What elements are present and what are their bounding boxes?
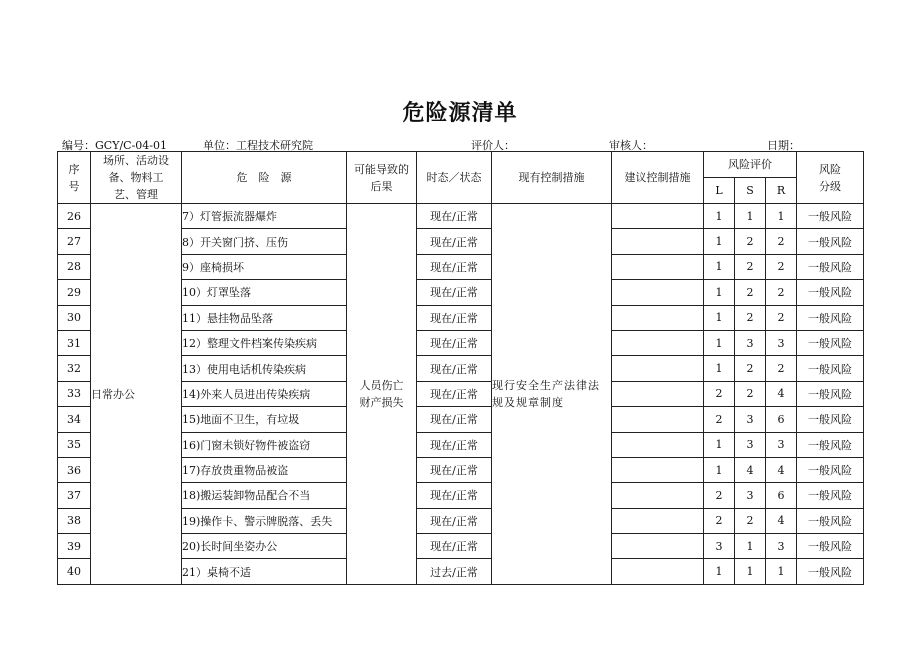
row-number: 34 [58,407,91,432]
s-value: 2 [735,381,766,406]
risk-level-cell: 一般风险 [797,457,864,482]
l-value: 2 [704,381,735,406]
table-row [58,204,864,229]
hazard-cell: 7）灯管振流器爆炸 [182,204,347,229]
hazard-cell: 10）灯罩坠落 [182,280,347,305]
row-number: 29 [58,280,91,305]
r-value: 4 [766,457,797,482]
hazard-cell: 18)搬运装卸物品配合不当 [182,483,347,508]
state-cell: 现在/正常 [417,457,492,482]
existing-measures-cell [492,204,612,585]
s-value: 4 [735,457,766,482]
r-value: 6 [766,407,797,432]
state-cell: 现在/正常 [417,432,492,457]
header-consequence: 可能导致的后果 [347,152,417,204]
s-value: 2 [735,356,766,381]
suggested-measures-cell [612,381,704,406]
header-risk-eval: 风险评价 [704,152,797,178]
hazard-cell: 14)外来人员进出传染疾病 [182,381,347,406]
l-value: 1 [704,305,735,330]
hazard-cell: 19)操作卡、警示牌脱落、丢失 [182,508,347,533]
header-state: 时态／状态 [417,152,492,204]
s-value: 3 [735,407,766,432]
page-title: 危险源清单 [402,101,518,126]
risk-level-cell: 一般风险 [797,356,864,381]
row-number: 32 [58,356,91,381]
suggested-measures-cell [612,432,704,457]
l-value: 1 [704,457,735,482]
header-suggested-measures: 建议控制措施 [612,152,704,204]
row-number: 27 [58,229,91,254]
state-cell: 现在/正常 [417,204,492,229]
header-place: 场所、活动设备、物料工艺、管理 [91,152,182,204]
r-value: 4 [766,508,797,533]
suggested-measures-cell [612,483,704,508]
s-value: 2 [735,229,766,254]
hazard-cell: 21）桌椅不适 [182,559,347,584]
suggested-measures-cell [612,305,704,330]
row-number: 35 [58,432,91,457]
date-field: 日期： [767,139,800,152]
r-value: 3 [766,534,797,559]
header-existing-measures: 现有控制措施 [492,152,612,204]
r-value: 2 [766,254,797,279]
r-value: 2 [766,280,797,305]
s-value: 1 [735,534,766,559]
evaluator-field: 评价人： [471,139,515,152]
suggested-measures-cell [612,280,704,305]
state-cell: 现在/正常 [417,356,492,381]
row-number: 30 [58,305,91,330]
header-hazard: 危 险 源 [182,152,347,204]
s-value: 2 [735,254,766,279]
state-cell: 现在/正常 [417,483,492,508]
consequence-text: 人员伤亡财产损失 [359,378,404,409]
risk-level-cell: 一般风险 [797,204,864,229]
r-value: 4 [766,381,797,406]
header-seq: 序号 [58,152,91,204]
l-value: 1 [704,356,735,381]
suggested-measures-cell [612,330,704,355]
suggested-measures-cell [612,457,704,482]
s-value: 3 [735,483,766,508]
row-number: 31 [58,330,91,355]
l-value: 1 [704,559,735,584]
hazard-cell: 16)门窗未锁好物件被盗窃 [182,432,347,457]
l-value: 2 [704,407,735,432]
r-value: 3 [766,432,797,457]
state-cell: 现在/正常 [417,229,492,254]
l-value: 1 [704,432,735,457]
hazard-cell: 20)长时间坐姿办公 [182,534,347,559]
state-cell: 现在/正常 [417,381,492,406]
risk-level-cell: 一般风险 [797,254,864,279]
s-value: 3 [735,330,766,355]
header-s: S [735,178,766,204]
risk-level-cell: 一般风险 [797,280,864,305]
suggested-measures-cell [612,534,704,559]
r-value: 1 [766,204,797,229]
state-cell: 现在/正常 [417,330,492,355]
header-r: R [766,178,797,204]
hazard-cell: 9）座椅损坏 [182,254,347,279]
existing-measures-text: 现行安全生产法律法规及规章制度 [492,378,600,409]
l-value: 1 [704,330,735,355]
risk-level-cell: 一般风险 [797,508,864,533]
state-cell: 过去/正常 [417,559,492,584]
l-value: 3 [704,534,735,559]
s-value: 2 [735,508,766,533]
consequence-cell [347,204,417,585]
hazard-cell: 11）悬挂物品坠落 [182,305,347,330]
hazard-cell: 8）开关窗门挤、压伤 [182,229,347,254]
l-value: 2 [704,508,735,533]
hazard-table [57,151,864,585]
suggested-measures-cell [612,204,704,229]
r-value: 2 [766,356,797,381]
row-number: 40 [58,559,91,584]
risk-level-cell: 一般风险 [797,534,864,559]
row-number: 28 [58,254,91,279]
state-cell: 现在/正常 [417,534,492,559]
state-cell: 现在/正常 [417,508,492,533]
suggested-measures-cell [612,229,704,254]
suggested-measures-cell [612,559,704,584]
row-number: 36 [58,457,91,482]
s-value: 2 [735,280,766,305]
l-value: 1 [704,229,735,254]
risk-level-cell: 一般风险 [797,559,864,584]
row-number: 26 [58,204,91,229]
l-value: 1 [704,204,735,229]
place-cell: 日常办公 [91,204,182,585]
r-value: 1 [766,559,797,584]
l-value: 1 [704,280,735,305]
suggested-measures-cell [612,508,704,533]
state-cell: 现在/正常 [417,254,492,279]
hazard-cell: 13）使用电话机传染疾病 [182,356,347,381]
hazard-cell: 17)存放贵重物品被盗 [182,457,347,482]
suggested-measures-cell [612,254,704,279]
row-number: 38 [58,508,91,533]
r-value: 6 [766,483,797,508]
s-value: 2 [735,305,766,330]
s-value: 1 [735,204,766,229]
risk-level-cell: 一般风险 [797,432,864,457]
risk-level-cell: 一般风险 [797,381,864,406]
r-value: 2 [766,305,797,330]
header-l: L [704,178,735,204]
r-value: 2 [766,229,797,254]
state-cell: 现在/正常 [417,305,492,330]
suggested-measures-cell [612,407,704,432]
suggested-measures-cell [612,356,704,381]
r-value: 3 [766,330,797,355]
header-risk-level: 风险分级 [797,152,864,204]
unit-name: 单位：工程技术研究院 [203,139,313,152]
reviewer-field: 审核人： [609,139,653,152]
document-code: 编号：GCY/C-04-01 [62,139,168,152]
s-value: 3 [735,432,766,457]
row-number: 39 [58,534,91,559]
risk-level-cell: 一般风险 [797,330,864,355]
s-value: 1 [735,559,766,584]
row-number: 37 [58,483,91,508]
risk-level-cell: 一般风险 [797,305,864,330]
hazard-cell: 15)地面不卫生，有垃圾 [182,407,347,432]
risk-level-cell: 一般风险 [797,483,864,508]
state-cell: 现在/正常 [417,280,492,305]
l-value: 1 [704,254,735,279]
risk-level-cell: 一般风险 [797,407,864,432]
risk-level-cell: 一般风险 [797,229,864,254]
state-cell: 现在/正常 [417,407,492,432]
hazard-cell: 12）整理文件档案传染疾病 [182,330,347,355]
row-number: 33 [58,381,91,406]
l-value: 2 [704,483,735,508]
